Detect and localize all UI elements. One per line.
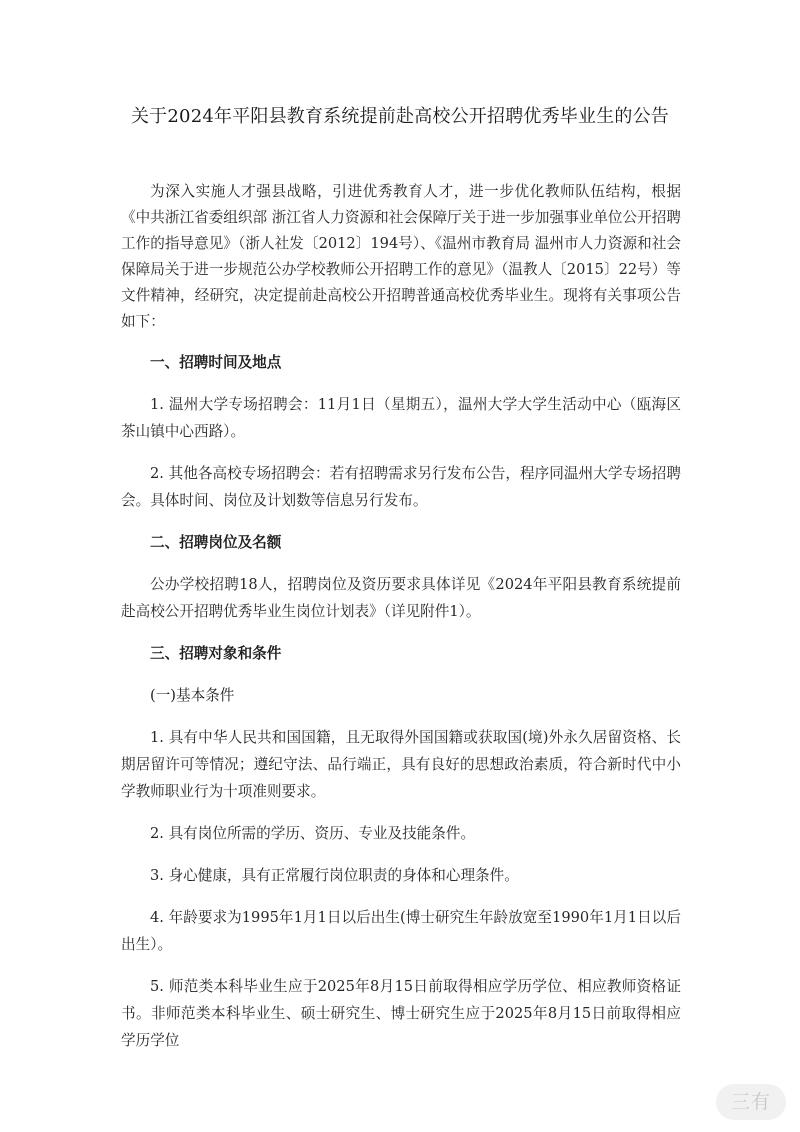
section-3-heading: 三、招聘对象和条件	[150, 645, 282, 662]
section-3-item-3: 3. 身心健康，具有正常履行岗位职责的身体和心理条件。	[150, 867, 519, 884]
section-2-text: 公办学校招聘18人，招聘岗位及资历要求具体详见《2024年平阳县教育系统提前赴高校公开招聘优秀毕业生岗位计划表》（详见附件1）。	[121, 576, 681, 620]
section-3-item-5: 5. 师范类本科毕业生应于2025年8月15日前取得相应学历学位、相应教师资格证书。非师范类本科毕业生、硕士研究生、博士研究生应于2025年8月15日前取得相应学历学位	[121, 978, 681, 1049]
section-3-subheading: (一)基本条件	[150, 687, 235, 704]
intro-paragraph: 为深入实施人才强县战略，引进优秀教育人才，进一步优化教师队伍结构，根据《中共浙江省委组织部 浙江省人力资源和社会保障厅关于进一步加强事业单位公开招聘工作的指导意见》（浙人社发〔2012〕194号）、《温州市教育局 温州市人力资源和社会保障局关于进一步规范公办学校教师公开招聘工作的意见》（温教人〔2015〕22号）等文件精神，经研究，决定提前赴高校公开招聘普通高校优秀毕业生。现将有关事项公告如下：	[121, 183, 681, 330]
watermark-logo: 三有	[716, 1084, 786, 1120]
section-1-item-2: 2. 其他各高校专场招聘会：若有招聘需求另行发布公告，程序同温州大学专场招聘会。具体时间、岗位及计划数等信息另行发布。	[121, 465, 681, 509]
section-1-heading: 一、招聘时间及地点	[150, 354, 282, 371]
section-3-item-4: 4. 年龄要求为1995年1月1日以后出生(博士研究生年龄放宽至1990年1月1日以后出生）。	[121, 909, 681, 953]
document-body	[121, 179, 681, 1069]
document-title: 关于2024年平阳县教育系统提前赴高校公开招聘优秀毕业生的公告	[130, 106, 669, 127]
section-3-item-1: 1. 具有中华人民共和国国籍，且无取得外国国籍或获取国(境)外永久居留资格、长期居留许可等情况；遵纪守法、品行端正，具有良好的思想政治素质，符合新时代中小学教师职业行为十项准则要求。	[121, 729, 681, 800]
section-3-item-2: 2. 具有岗位所需的学历、资历、专业及技能条件。	[150, 825, 476, 842]
section-1-item-1: 1. 温州大学专场招聘会：11月1日（星期五），温州大学大学生活动中心（瓯海区茶山镇中心西路）。	[121, 396, 681, 440]
section-2-heading: 二、招聘岗位及名额	[150, 534, 282, 551]
